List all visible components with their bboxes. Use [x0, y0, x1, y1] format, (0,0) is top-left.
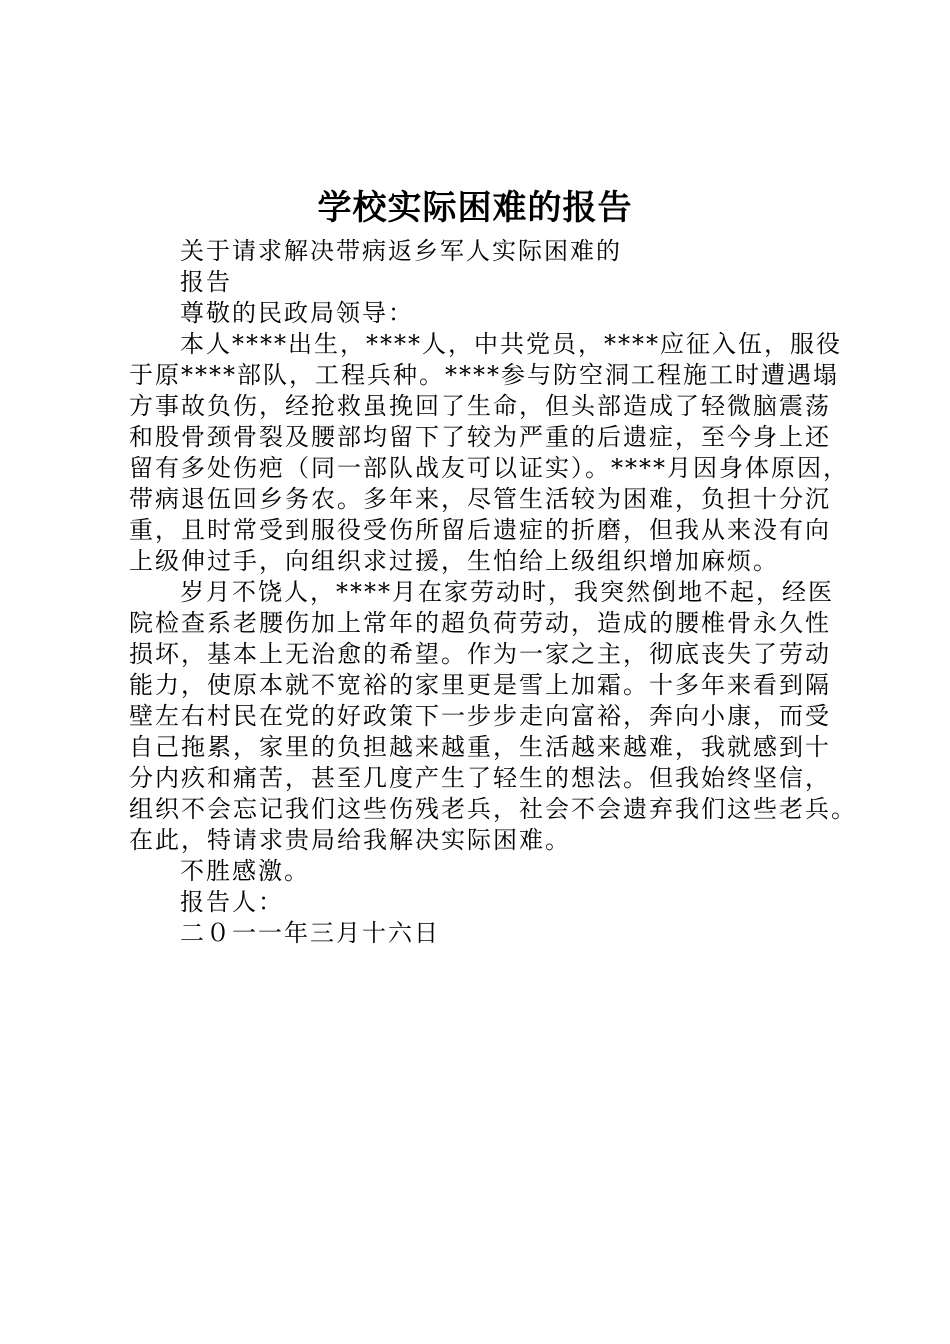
paragraph-1 — [129, 329, 849, 577]
document-body — [129, 236, 857, 949]
paragraph-1-line: 于原****部队，工程兵种。****参与防空洞工程施工时遭遇塌 — [129, 361, 839, 389]
reporter-label: 报告人： — [180, 888, 284, 916]
paragraph-1-line: 上级伸过手，向组织求过援，生怕给上级组织增加麻烦。 — [129, 547, 779, 575]
salutation: 尊敬的民政局领导： — [180, 299, 414, 327]
paragraph-1-line: 带病退伍回乡务农。多年来，尽管生活较为困难，负担十分沉 — [129, 485, 831, 513]
subject-line-1: 关于请求解决带病返乡军人实际困难的 — [180, 237, 622, 265]
subject-line-2: 报告 — [180, 268, 232, 296]
closing-remark: 不胜感激。 — [180, 857, 310, 885]
paragraph-1-line: 和股骨颈骨裂及腰部均留下了较为严重的后遗症，至今身上还 — [129, 423, 831, 451]
paragraph-1-line: 重，且时常受到服役受伤所留后遗症的折磨，但我从来没有向 — [129, 516, 831, 544]
paragraph-2-line: 组织不会忘记我们这些伤残老兵，社会不会遗弃我们这些老兵。 — [129, 795, 857, 823]
paragraph-1-line: 留有多处伤疤（同一部队战友可以证实）。****月因身体原因， — [129, 454, 849, 482]
paragraph-2-line: 院检查系老腰伤加上常年的超负荷劳动，造成的腰椎骨永久性 — [129, 609, 831, 637]
report-date: 二０一一年三月十六日 — [180, 919, 440, 947]
paragraph-1-line: 本人****出生，****人，中共党员，****应征入伍，服役 — [180, 330, 842, 358]
paragraph-2-line: 能力，使原本就不宽裕的家里更是雪上加霜。十多年来看到隔 — [129, 671, 831, 699]
document-title: 学校实际困难的报告 — [317, 188, 633, 228]
paragraph-2 — [129, 577, 857, 856]
paragraph-2-line: 在此，特请求贵局给我解决实际困难。 — [129, 826, 571, 854]
paragraph-2-line: 分内疚和痛苦，甚至几度产生了轻生的想法。但我始终坚信， — [129, 764, 831, 792]
paragraph-2-line: 壁左右村民在党的好政策下一步步走向富裕，奔向小康，而受 — [129, 702, 831, 730]
paragraph-1-line: 方事故负伤，经抢救虽挽回了生命，但头部造成了轻微脑震荡 — [129, 392, 831, 420]
paragraph-2-line: 自己拖累，家里的负担越来越重，生活越来越难，我就感到十 — [129, 733, 831, 761]
paragraph-2-line: 损坏，基本上无治愈的希望。作为一家之主，彻底丧失了劳动 — [129, 640, 831, 668]
paragraph-2-line: 岁月不饶人，****月在家劳动时，我突然倒地不起，经医 — [180, 578, 834, 606]
